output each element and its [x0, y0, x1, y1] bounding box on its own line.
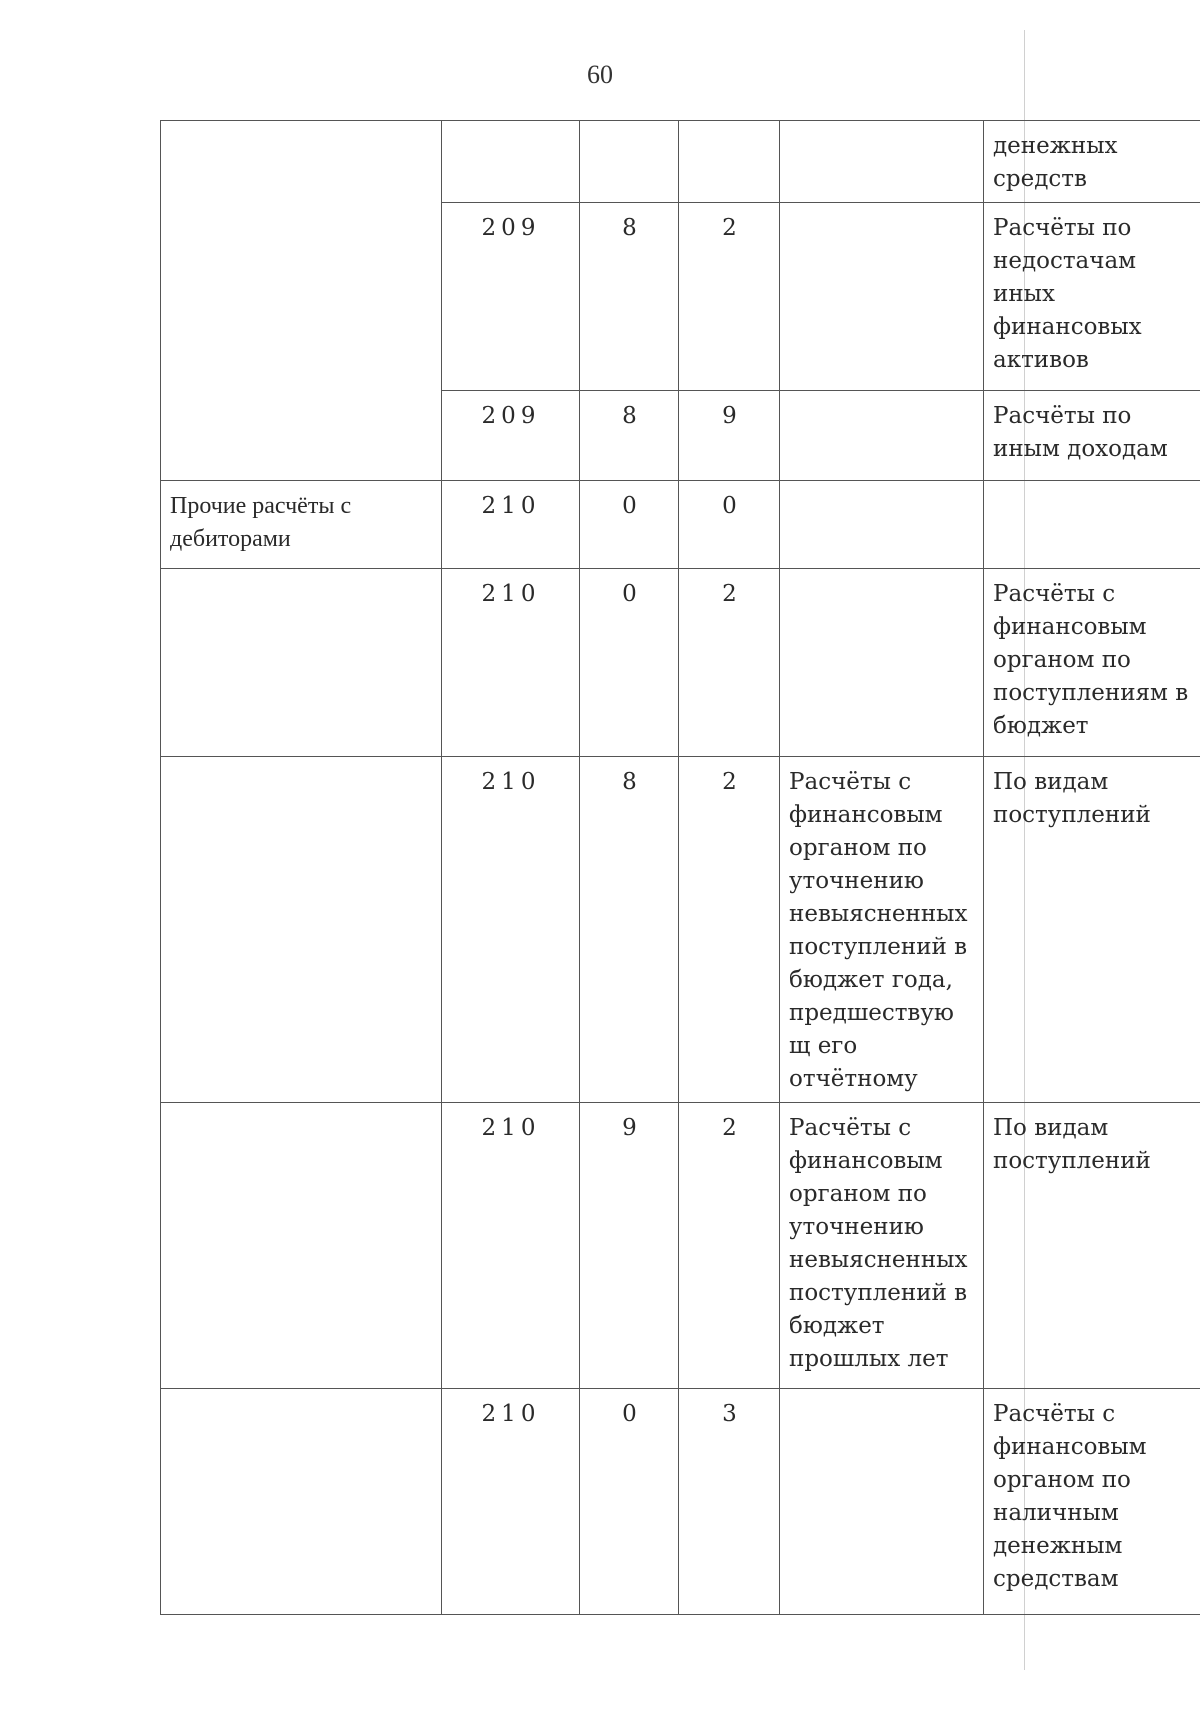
row-code-cell	[442, 121, 580, 203]
table-row	[161, 481, 1200, 569]
row-subcode-b-cell: 2	[679, 757, 780, 1103]
row-name-cell	[161, 121, 442, 481]
row-code-cell: 209	[442, 203, 580, 391]
row-subcode-a-cell: 8	[580, 757, 679, 1103]
row-subcode-b-cell: 2	[679, 569, 780, 757]
row-description-cell	[780, 569, 984, 757]
row-note-cell: Расчёты с финансовым органом по поступлениям в бюджет	[984, 569, 1200, 757]
page-number: 60	[587, 60, 613, 89]
row-subcode-a-cell: 0	[580, 569, 679, 757]
row-code-cell: 210	[442, 1103, 580, 1389]
row-subcode-b-cell: 3	[679, 1389, 780, 1615]
row-note-cell: По видам поступлений	[984, 757, 1200, 1103]
row-subcode-b-cell: 0	[679, 481, 780, 569]
row-subcode-b-cell: 2	[679, 203, 780, 391]
row-code-cell: 210	[442, 757, 580, 1103]
row-note-cell: Расчёты по недостачам иных финансовых активов	[984, 203, 1200, 391]
row-subcode-a-cell: 9	[580, 1103, 679, 1389]
table-row	[161, 569, 1200, 757]
row-code-cell: 209	[442, 391, 580, 481]
row-description-cell	[780, 121, 984, 203]
row-subcode-b-cell	[679, 121, 780, 203]
row-code-cell: 210	[442, 569, 580, 757]
row-description-cell	[780, 1389, 984, 1615]
row-subcode-a-cell: 8	[580, 203, 679, 391]
row-note-cell: Расчёты по иным доходам	[984, 391, 1200, 481]
table-row	[161, 757, 1200, 1103]
row-subcode-b-cell: 2	[679, 1103, 780, 1389]
table-row	[161, 121, 1200, 203]
table-row	[161, 1389, 1200, 1615]
row-subcode-a-cell: 8	[580, 391, 679, 481]
row-description-cell: Расчёты с финансовым органом по уточнению невыясненных поступлений в бюджет прошлых лет	[780, 1103, 984, 1389]
row-description-cell	[780, 481, 984, 569]
row-subcode-a-cell: 0	[580, 1389, 679, 1615]
row-note-cell: денежных средств	[984, 121, 1200, 203]
row-name-cell	[161, 1389, 442, 1615]
accounts-table	[160, 120, 1200, 1615]
row-code-cell: 210	[442, 481, 580, 569]
row-subcode-a-cell: 0	[580, 481, 679, 569]
row-note-cell: По видам поступлений	[984, 1103, 1200, 1389]
row-name-cell	[161, 757, 442, 1103]
row-description-cell	[780, 203, 984, 391]
row-subcode-a-cell	[580, 121, 679, 203]
table-row	[161, 1103, 1200, 1389]
row-note-cell: Расчёты с финансовым органом по наличным денежным средствам	[984, 1389, 1200, 1615]
row-note-cell	[984, 481, 1200, 569]
row-code-cell: 210	[442, 1389, 580, 1615]
row-name-cell	[161, 569, 442, 757]
row-name-cell: Прочие расчёты с дебиторами	[161, 481, 442, 569]
row-description-cell	[780, 391, 984, 481]
row-name-cell	[161, 1103, 442, 1389]
row-description-cell: Расчёты с финансовым органом по уточнению невыясненных поступлений в бюджет года, предшествующ его отчётному	[780, 757, 984, 1103]
row-subcode-b-cell: 9	[679, 391, 780, 481]
